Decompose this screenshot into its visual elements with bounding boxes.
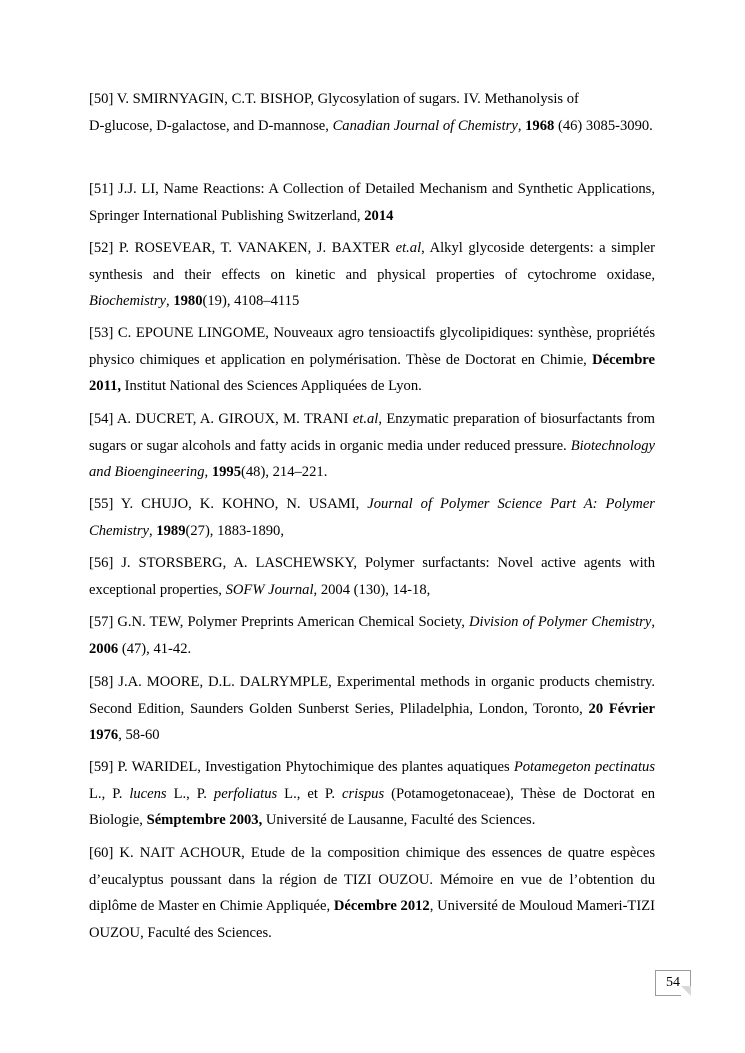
journal-title: Canadian Journal of Chemistry <box>332 117 518 134</box>
year: 2006 <box>89 640 119 657</box>
page-curl-icon <box>681 986 691 996</box>
reference-56: [56] J. STORSBERG, A. LASCHEWSKY, Polymer surfactants: Novel active agents with exceptional properties, SOFW Journal, 2004 (130), 14-18, <box>89 555 655 598</box>
journal-title: Division of Polymer Chemistry <box>468 614 652 630</box>
date: Sémptembre 2003, <box>146 812 263 828</box>
species-name: perfoliatus <box>213 785 278 802</box>
journal-title: Journal of Polymer Science Part A: Polymer Chemistry <box>89 496 655 539</box>
journal-title: Biotechnology and Bioengineering <box>89 437 655 480</box>
reference-58: [58] J.A. MOORE, D.L. DALRYMPLE, Experimental methods in organic products chemistry. Second Edition, Saunders Golden Sunberst Series, Pliladelphia, London, Toronto, 20 Février 1976, 58-60 <box>89 674 656 743</box>
page-number-box <box>655 970 691 996</box>
reference-53: [53] C. EPOUNE LINGOME, Nouveaux agro tensioactifs glycolipidiques: synthèse, propriétés physico chimiques et application en polymérisation. Thèse de Doctorat en Chimie, Décembre 2011, Institut National des Sciences Appliquées de Lyon. <box>89 325 655 394</box>
date: Décembre 2012 <box>333 898 430 914</box>
date: Décembre 2011, <box>89 351 655 394</box>
year: 1980 <box>173 293 203 309</box>
year: 1989 <box>156 522 186 539</box>
year: 1968 <box>525 117 555 134</box>
reference-55: [55] Y. CHUJO, K. KOHNO, N. USAMI, Journal of Polymer Science Part A: Polymer Chemistry, 1989(27), 1883-1890, <box>89 496 655 539</box>
species-name: Potamegeton pectinatus <box>513 759 656 775</box>
date: 20 Février 1976 <box>89 700 656 743</box>
reference-52: [52] P. ROSEVEAR, T. VANAKEN, J. BAXTER et.al, Alkyl glycoside detergents: a simpler synthesis and their effects on kinetic and physical properties of cytochrome oxidase, Biochemistry, 1980(19), 4108–4115 <box>89 240 655 309</box>
year: 2014 <box>364 207 394 224</box>
page-number: 54 <box>666 975 680 990</box>
reference-59: [59] P. WARIDEL, Investigation Phytochimique des plantes aquatiques Potamegeton pectinatus L., P. lucens L., P. perfoliatus L., et P. crispus (Potamogetonaceae), Thèse de Doctorat en Biologie, Sémptembre 2003, Université de Lausanne, Faculté des Sciences. <box>89 759 656 828</box>
reference-54: [54] A. DUCRET, A. GIROUX, M. TRANI et.al, Enzymatic preparation of biosurfactants from sugars or sugar alcohols and fatty acids in organic media under reduced pressure. Biotechnology and Bioengineering, 1995(48), 214–221. <box>89 411 655 480</box>
reference-57: [57] G.N. TEW, Polymer Preprints American Chemical Society, Division of Polymer Chemistry, 2006 (47), 41-42. <box>89 614 655 657</box>
reference-60: [60] K. NAIT ACHOUR, Etude de la composition chimique des essences de quatre espèces d’eucalyptus poussant dans la région de TIZI OUZOU. Mémoire en vue de l’obtention du diplôme de Master en Chimie Appliquée, Décembre 2012, Université de Mouloud Mameri-TIZI OUZOU, Faculté des Sciences. <box>89 845 655 941</box>
species-name: crispus <box>341 785 385 802</box>
journal-title: SOFW Journal <box>225 581 314 598</box>
journal-title: Biochemistry <box>89 293 167 309</box>
species-name: lucens <box>129 785 167 802</box>
year: 1995 <box>211 464 241 480</box>
reference-50: [50] V. SMIRNYAGIN, C.T. BISHOP, Glycosylation of sugars. IV. Methanolysis of D-glucose, D-galactose, and D-mannose, Canadian Journal of Chemistry, 1968 (46) 3085-3090. <box>89 91 653 134</box>
reference-51: [51] J.J. LI, Name Reactions: A Collection of Detailed Mechanism and Synthetic Applications, Springer International Publishing Switzerland, 2014 <box>89 181 655 224</box>
